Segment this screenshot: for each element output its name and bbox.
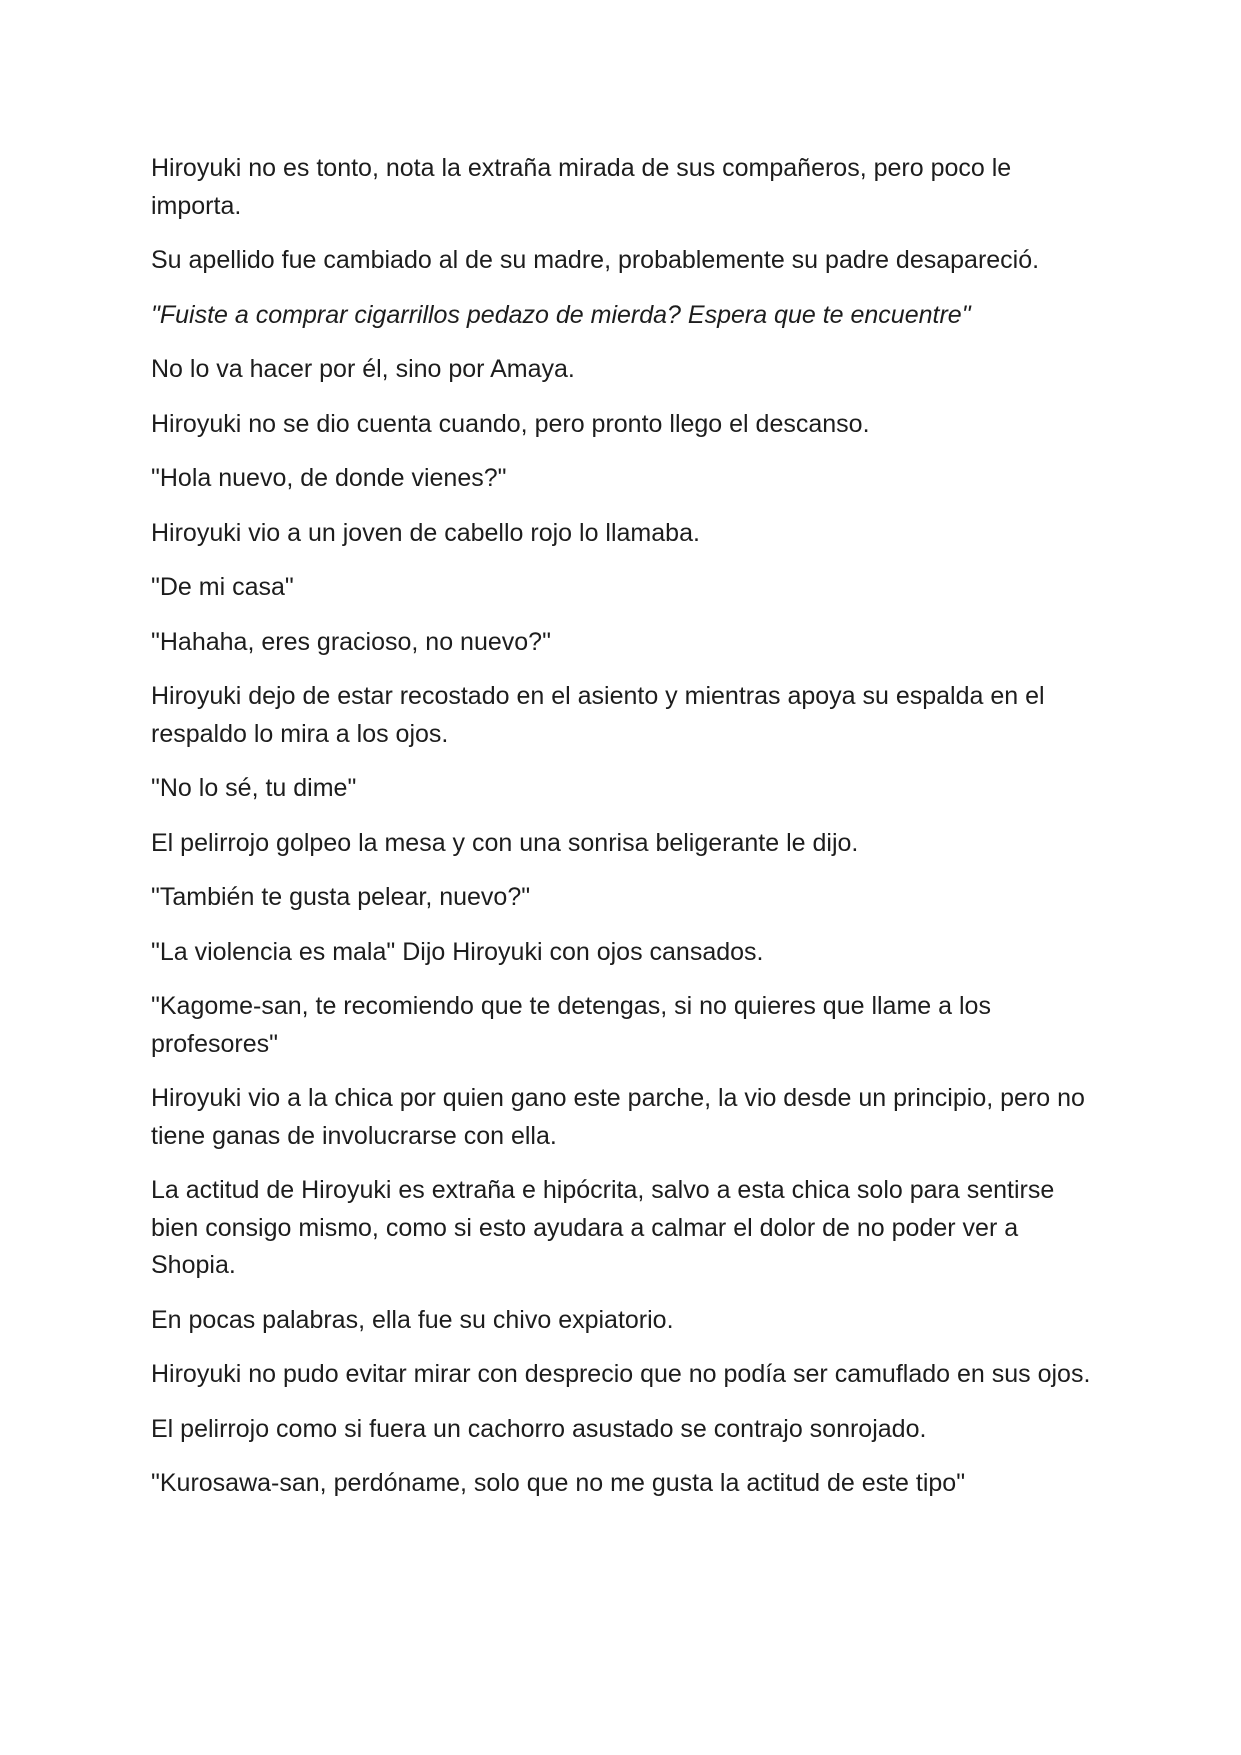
paragraph-11: "No lo sé, tu dime" — [151, 774, 357, 802]
paragraph-21: "Kurosawa-san, perdóname, solo que no me gusta la actitud de este tipo" — [151, 1469, 966, 1497]
body-text — [151, 150, 1101, 1520]
paragraph-19: Hiroyuki no pudo evitar mirar con desprecio que no podía ser camuflado en sus ojos. — [151, 1360, 1091, 1388]
paragraph-2: Su apellido fue cambiado al de su madre, probablemente su padre desapareció. — [151, 246, 1040, 274]
paragraph-3: "Fuiste a comprar cigarrillos pedazo de mierda? Espera que te encuentre" — [151, 300, 971, 329]
paragraph-15: "Kagome-san, te recomiendo que te detengas, si no quieres que llame a los profesores" — [151, 992, 991, 1058]
paragraph-14: "La violencia es mala" Dijo Hiroyuki con ojos cansados. — [151, 937, 764, 966]
paragraph-18: En pocas palabras, ella fue su chivo expiatorio. — [151, 1305, 674, 1334]
paragraph-1: Hiroyuki no es tonto, nota la extraña mirada de sus compañeros, pero poco le importa. — [151, 154, 1012, 220]
paragraph-13: "También te gusta pelear, nuevo?" — [151, 883, 531, 911]
paragraph-6: "Hola nuevo, de donde vienes?" — [151, 464, 507, 492]
paragraph-9: "Hahaha, eres gracioso, no nuevo?" — [151, 627, 551, 656]
paragraph-17: La actitud de Hiroyuki es extraña e hipócrita, salvo a esta chica solo para sentirse bien consigo mismo, como si esto ayudara a calmar el dolor de no poder ver a Shopia. — [151, 1176, 1055, 1279]
paragraph-5: Hiroyuki no se dio cuenta cuando, pero pronto llego el descanso. — [151, 409, 870, 438]
paragraph-4: No lo va hacer por él, sino por Amaya. — [151, 355, 575, 383]
paragraph-8: "De mi casa" — [151, 573, 294, 601]
paragraph-12: El pelirrojo golpeo la mesa y con una sonrisa beligerante le dijo. — [151, 828, 859, 857]
paragraph-16: Hiroyuki vio a la chica por quien gano este parche, la vio desde un principio, pero no tiene ganas de involucrarse con ella. — [151, 1084, 1085, 1150]
paragraph-10: Hiroyuki dejo de estar recostado en el asiento y mientras apoya su espalda en el respaldo lo mira a los ojos. — [151, 682, 1045, 748]
paragraph-7: Hiroyuki vio a un joven de cabello rojo lo llamaba. — [151, 518, 700, 547]
paragraph-20: El pelirrojo como si fuera un cachorro asustado se contrajo sonrojado. — [151, 1414, 927, 1443]
